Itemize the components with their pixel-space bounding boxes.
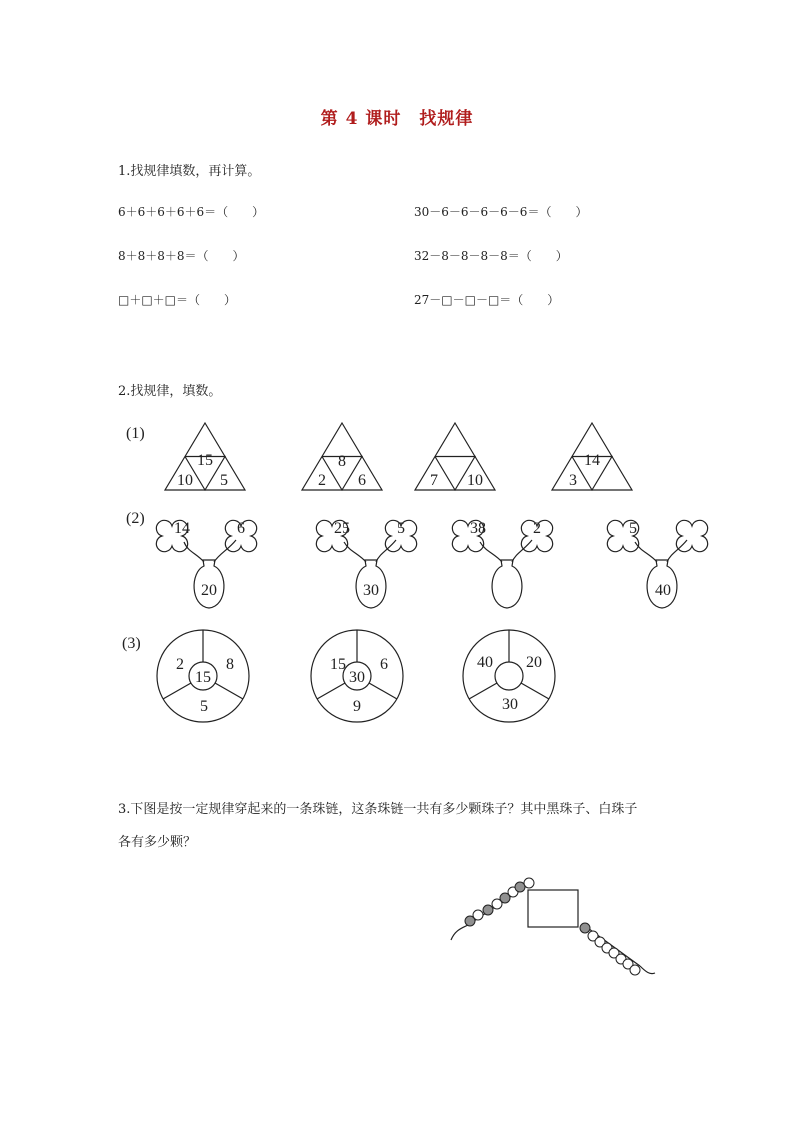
wheel-1-right: 8 [226, 656, 234, 673]
flower-vase-4 [607, 520, 707, 608]
triangle-3 [415, 423, 495, 490]
equation-6: 27－□－□－□＝（ ） [414, 293, 560, 307]
page-title: 第 4 课时 找规律 [320, 109, 474, 129]
wheel-1-center: 15 [195, 669, 211, 686]
vase-3-right-flower: 2 [533, 520, 541, 537]
wheel-2-left: 15 [330, 656, 346, 673]
triangle-4-top: 14 [584, 452, 600, 469]
wheel-2-right: 6 [380, 656, 388, 673]
triangle-2-top: 8 [338, 453, 346, 470]
triangle-3-left: 7 [430, 472, 438, 489]
equation-4: 32－8－8－8－8＝（ ） [414, 249, 568, 263]
wheel-3-right: 20 [526, 654, 542, 671]
part-3-label: (3) [122, 635, 141, 652]
flower-vase-2 [316, 520, 416, 608]
wheel-2 [311, 630, 403, 722]
question-1-prompt: 1.找规律填数，再计算。 [118, 164, 261, 179]
flower-vase-1 [156, 520, 256, 608]
triangle-1-left: 10 [177, 472, 193, 489]
question-2-prompt: 2.找规律，填数。 [118, 384, 222, 399]
bead-chain [451, 878, 655, 975]
wheel-2-center: 30 [349, 669, 365, 686]
wheel-1-left: 2 [176, 656, 184, 673]
vase-2-right-flower: 5 [397, 520, 405, 537]
wheel-1 [157, 630, 249, 722]
wheel-3-left: 40 [477, 654, 493, 671]
vase-4-number: 40 [655, 582, 671, 599]
vase-3-left-flower: 38 [470, 520, 486, 537]
triangle-1-top: 15 [197, 452, 213, 469]
vase-2-left-flower: 25 [334, 520, 350, 537]
wheel-1-bottom: 5 [200, 698, 208, 715]
vase-1-left-flower: 14 [174, 520, 190, 537]
equation-3: 8＋8＋8＋8＝（ ） [118, 249, 245, 263]
question-3-prompt-line-1: 3.下图是按一定规律穿起来的一条珠链，这条珠链一共有多少颗珠子？其中黑珠子、白珠子 [118, 802, 638, 817]
flower-vase-3 [452, 520, 552, 608]
triangle-2-right: 6 [358, 472, 366, 489]
triangle-2 [302, 423, 382, 490]
question-3-prompt-line-2: 各有多少颗？ [118, 835, 197, 850]
vase-1-right-flower: 6 [237, 520, 245, 537]
equation-5: □＋□＋□＝（ ） [118, 293, 237, 307]
hidden-beads-box [528, 890, 578, 927]
black-bead [580, 923, 590, 933]
triangle-1 [165, 423, 245, 490]
white-bead [524, 878, 534, 888]
triangle-4 [552, 423, 632, 490]
part-2-label: (2) [126, 510, 145, 527]
vase-1-number: 20 [201, 582, 217, 599]
vase-4-left-flower: 5 [629, 520, 637, 537]
part-1-label: (1) [126, 425, 145, 442]
triangle-4-left: 3 [569, 472, 577, 489]
white-bead [630, 965, 640, 975]
wheel-3 [463, 630, 555, 722]
triangle-2-left: 2 [318, 472, 326, 489]
equation-1: 6＋6＋6＋6＋6＝（ ） [118, 205, 265, 219]
equation-2: 30－6－6－6－6－6＝（ ） [414, 205, 588, 219]
black-bead [483, 905, 493, 915]
black-bead [515, 882, 525, 892]
triangle-1-right: 5 [220, 472, 228, 489]
triangle-3-right: 10 [467, 472, 483, 489]
vase-2-number: 30 [363, 582, 379, 599]
wheel-3-bottom: 30 [502, 696, 518, 713]
wheel-2-bottom: 9 [353, 698, 361, 715]
white-bead [473, 910, 483, 920]
